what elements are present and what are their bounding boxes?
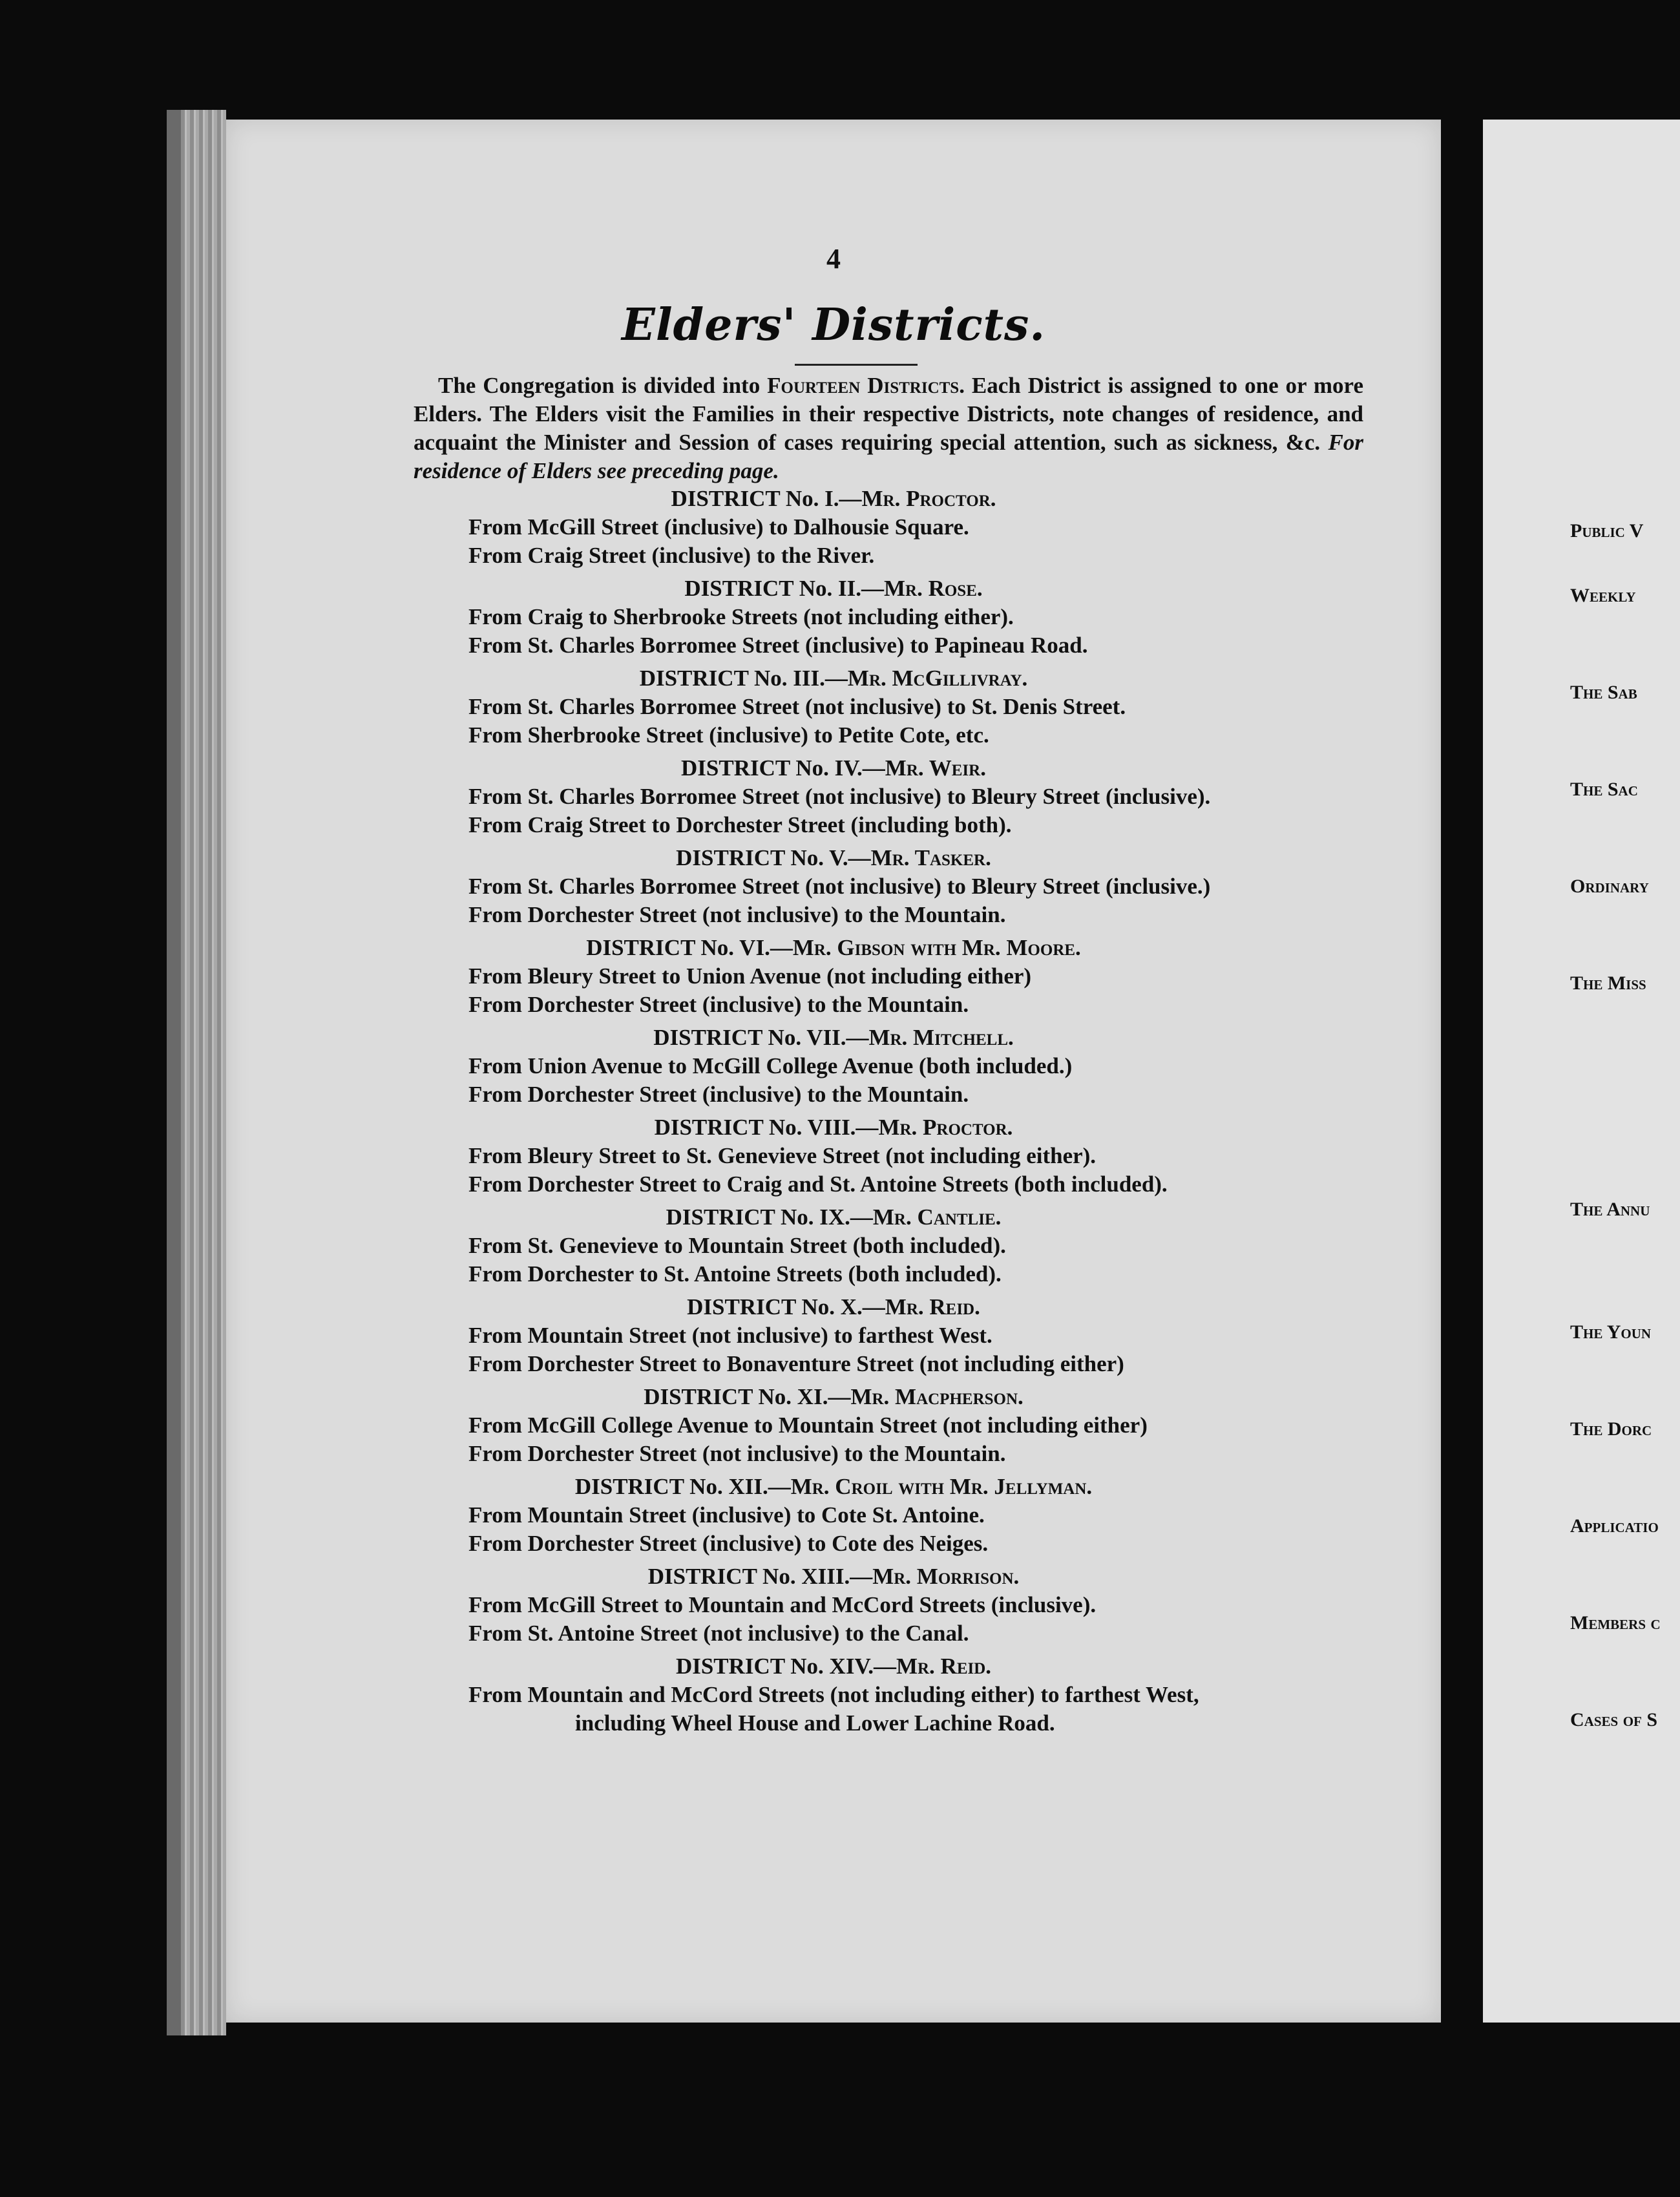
- title-underline: [795, 364, 918, 366]
- district-elder: Mr. Macpherson.: [850, 1384, 1024, 1409]
- district-block: [226, 1024, 1441, 1109]
- district-boundary-line: From Union Avenue to McGill College Avenue (both included.): [468, 1053, 1073, 1078]
- intro-district-count: Fourteen Districts: [767, 373, 960, 398]
- district-elder: Mr. Reid.: [896, 1654, 992, 1679]
- district-label: DISTRICT No. VI.—: [586, 935, 793, 960]
- right-page-fragment: The Sab: [1570, 682, 1637, 703]
- district-label: DISTRICT No. XIII.—: [647, 1564, 873, 1589]
- district-boundary-line: From Mountain Street (not inclusive) to farthest West.: [468, 1323, 992, 1348]
- right-page-fragment: The Dorc: [1570, 1418, 1652, 1440]
- district-elder: Mr. Cantlie.: [872, 1204, 1002, 1230]
- district-label: DISTRICT No. V.—: [676, 845, 871, 870]
- right-page-fragment: Applicatio: [1570, 1515, 1659, 1537]
- district-boundary-line: From McGill Street (inclusive) to Dalhousie Square.: [468, 514, 969, 540]
- district-boundary-line: From McGill College Avenue to Mountain Street (not including either): [468, 1413, 1148, 1438]
- district-elder: Mr. Weir.: [885, 755, 986, 781]
- district-heading: [226, 574, 1441, 603]
- district-block: [226, 1562, 1441, 1648]
- district-boundary-line: From Craig Street to Dorchester Street (including both).: [468, 812, 1012, 837]
- district-label: DISTRICT No. VIII.—: [654, 1115, 879, 1140]
- district-boundary-line: From Dorchester Street to Bonaventure Street (not including either): [468, 1351, 1124, 1376]
- district-boundary-line: From Dorchester Street (not inclusive) to the Mountain.: [468, 902, 1006, 927]
- district-boundary-line: From Dorchester Street (inclusive) to Cote des Neiges.: [468, 1531, 989, 1556]
- district-heading: [226, 1383, 1441, 1411]
- right-page-fragment: Cases of S: [1570, 1709, 1658, 1730]
- district-elder: Mr. Morrison.: [872, 1564, 1020, 1589]
- district-heading: [226, 1652, 1441, 1681]
- district-boundary-line: From St. Charles Borromee Street (not inclusive) to Bleury Street (inclusive.): [468, 874, 1211, 899]
- district-boundary-line: From St. Charles Borromee Street (not inclusive) to St. Denis Street.: [468, 694, 1126, 719]
- district-boundary-line: including Wheel House and Lower Lachine Road.: [575, 1710, 1055, 1736]
- district-boundary-line: From Dorchester Street (inclusive) to the Mountain.: [468, 992, 969, 1017]
- district-block: [226, 1203, 1441, 1288]
- district-block: [226, 664, 1441, 750]
- district-label: DISTRICT No. XII.—: [574, 1474, 791, 1499]
- district-block: [226, 934, 1441, 1019]
- district-boundary-line: From Mountain and McCord Streets (not including either) to farthest West,: [468, 1682, 1199, 1707]
- district-boundary-line: From Craig to Sherbrooke Streets (not including either).: [468, 604, 1014, 629]
- district-boundary-line: From Dorchester to St. Antoine Streets (both included).: [468, 1261, 1002, 1287]
- right-page-fragment: Public V: [1570, 520, 1644, 541]
- district-label: DISTRICT No. IV.—: [681, 755, 885, 781]
- district-boundary-line: From St. Charles Borromee Street (not inclusive) to Bleury Street (inclusive).: [468, 784, 1211, 809]
- district-boundary-line: From Dorchester Street to Craig and St. Antoine Streets (both included).: [468, 1172, 1168, 1197]
- district-boundary-line: From Bleury Street to St. Genevieve Street (not including either).: [468, 1143, 1097, 1168]
- district-heading: [226, 1562, 1441, 1591]
- intro-text-2: . Each District is assigned to one or more Elders. The Elders visit the Families in their respective Districts, note changes of residence, and acquaint the Minister and Session of cases requiring special attention, such as sickness, &c.: [414, 373, 1363, 455]
- right-page: [1483, 120, 1680, 2023]
- district-label: DISTRICT No. XIV.—: [675, 1654, 896, 1679]
- district-label: DISTRICT No. VII.—: [653, 1025, 869, 1050]
- district-block: [226, 1293, 1441, 1378]
- district-boundary-line: From St. Antoine Street (not inclusive) to the Canal.: [468, 1621, 969, 1646]
- district-boundary-line: From St. Genevieve to Mountain Street (both included).: [468, 1233, 1006, 1258]
- district-boundary-line: From Dorchester Street (not inclusive) to the Mountain.: [468, 1441, 1006, 1466]
- right-page-fragment: Ordinary: [1570, 876, 1649, 897]
- district-label: DISTRICT No. IX.—: [666, 1204, 873, 1230]
- district-elder: Mr. McGillivray.: [847, 666, 1028, 691]
- left-page: [226, 120, 1441, 2023]
- district-heading: [226, 664, 1441, 693]
- district-block: [226, 754, 1441, 839]
- district-label: DISTRICT No. II.—: [684, 576, 884, 601]
- page-edges: [181, 110, 226, 2035]
- district-heading: [226, 844, 1441, 872]
- right-page-fragment: The Annu: [1570, 1199, 1650, 1220]
- intro-paragraph: [414, 372, 1363, 485]
- right-page-fragment: Weekly: [1570, 585, 1636, 606]
- intro-note: For residence of Elders see preceding page.: [414, 430, 1363, 483]
- district-heading: [226, 1113, 1441, 1142]
- district-heading: [226, 1203, 1441, 1232]
- district-elder: Mr. Proctor.: [861, 486, 996, 511]
- book-spine: [167, 110, 181, 2035]
- district-list: [226, 485, 1441, 1742]
- district-heading: [226, 1473, 1441, 1501]
- district-block: [226, 1383, 1441, 1468]
- district-boundary-line: From Craig Street (inclusive) to the River.: [468, 543, 875, 568]
- district-elder: Mr. Reid.: [885, 1294, 980, 1319]
- district-label: DISTRICT No. X.—: [687, 1294, 885, 1319]
- district-label: DISTRICT No. XI.—: [644, 1384, 851, 1409]
- right-page-fragment: Members c: [1570, 1612, 1661, 1634]
- district-block: [226, 1113, 1441, 1199]
- district-boundary-line: From Mountain Street (inclusive) to Cote St. Antoine.: [468, 1502, 985, 1528]
- district-heading: [226, 1024, 1441, 1052]
- district-elder: Mr. Proctor.: [878, 1115, 1013, 1140]
- district-block: [226, 1473, 1441, 1558]
- district-block: [226, 1652, 1441, 1738]
- district-elder: Mr. Gibson with Mr. Moore.: [792, 935, 1081, 960]
- right-page-fragment: The Youn: [1570, 1321, 1652, 1343]
- district-label: DISTRICT No. I.—: [671, 486, 862, 511]
- district-block: [226, 844, 1441, 929]
- district-boundary-line: From Sherbrooke Street (inclusive) to Petite Cote, etc.: [468, 722, 989, 748]
- district-block: [226, 485, 1441, 570]
- right-page-fragment: The Sac: [1570, 779, 1638, 800]
- district-block: [226, 574, 1441, 660]
- page-title: Elders' Districts.: [622, 299, 1045, 351]
- district-boundary-line: From Bleury Street to Union Avenue (not including either): [468, 963, 1032, 989]
- district-boundary-line: From Dorchester Street (inclusive) to the Mountain.: [468, 1082, 969, 1107]
- intro-text-1: The Congregation is divided into: [438, 373, 768, 398]
- district-heading: [226, 1293, 1441, 1321]
- district-heading: [226, 754, 1441, 783]
- district-boundary-line: From St. Charles Borromee Street (inclusive) to Papineau Road.: [468, 633, 1088, 658]
- right-page-fragment: The Miss: [1570, 972, 1646, 994]
- district-elder: Mr. Croil with Mr. Jellyman.: [790, 1474, 1093, 1499]
- district-heading: [226, 485, 1441, 513]
- district-elder: Mr. Rose.: [883, 576, 983, 601]
- page-number: 4: [826, 243, 841, 275]
- district-elder: Mr. Mitchell.: [868, 1025, 1014, 1050]
- district-label: DISTRICT No. III.—: [639, 666, 848, 691]
- district-heading: [226, 934, 1441, 962]
- district-boundary-line: From McGill Street to Mountain and McCord Streets (inclusive).: [468, 1592, 1097, 1617]
- district-elder: Mr. Tasker.: [870, 845, 991, 870]
